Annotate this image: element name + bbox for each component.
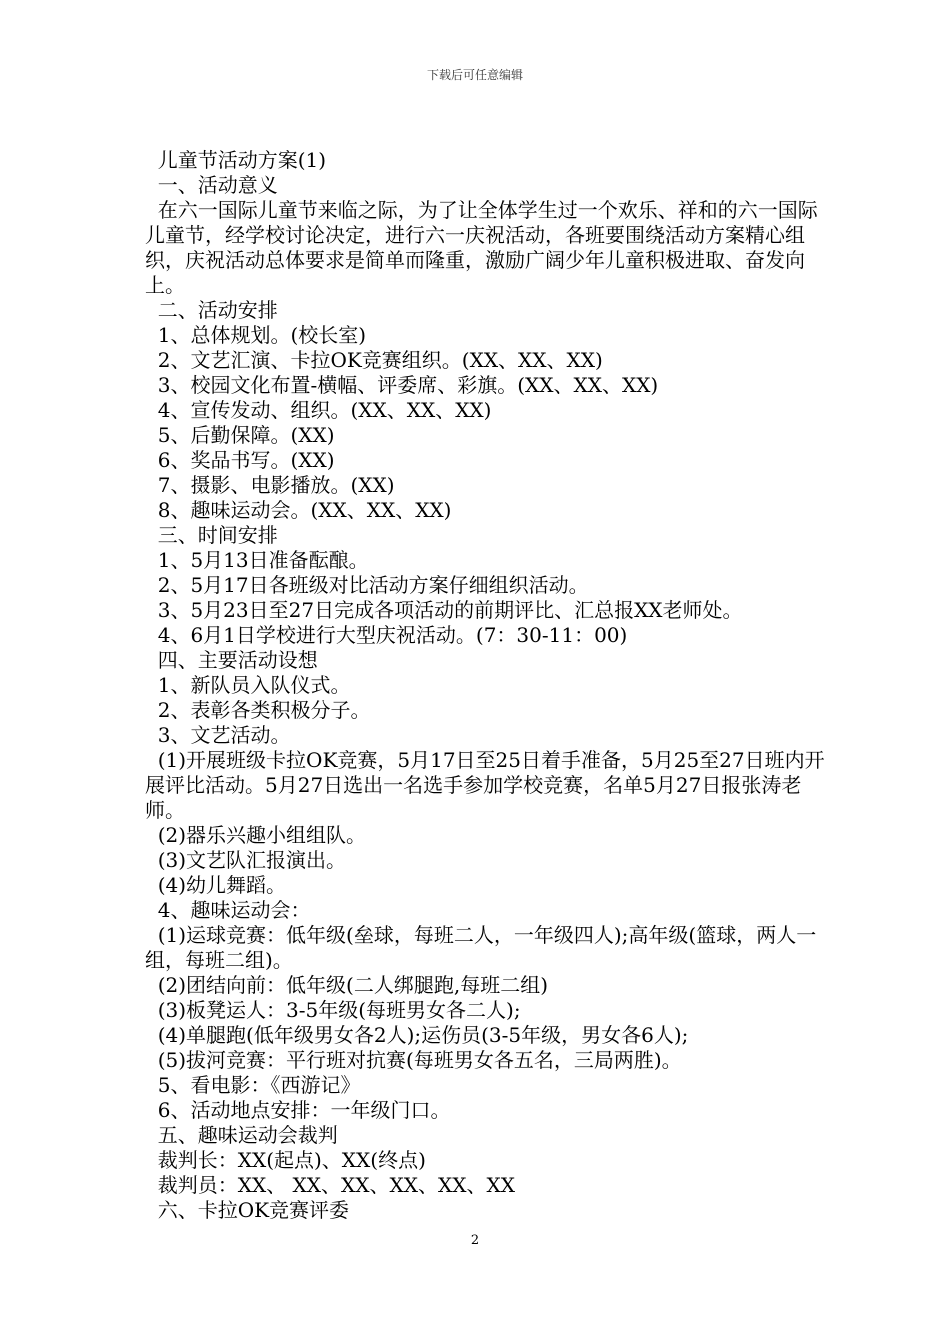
list-item: (4)单腿跑(低年级男女各2人);运伤员(3-5年级，男女各6人);: [145, 1023, 689, 1047]
list-item: 裁判长：XX(起点)、XX(终点): [145, 1148, 426, 1172]
list-item: 4、6月1日学校进行大型庆祝活动。(7：30-11：00): [145, 623, 628, 647]
list-item: 5、后勤保障。(XX): [145, 423, 335, 447]
list-item: (2)器乐兴趣小组组队。: [145, 823, 367, 847]
list-item: 5、看电影：《西游记》: [145, 1073, 361, 1097]
list-item: (4)幼儿舞蹈。: [145, 873, 287, 897]
list-item: 7、摄影、电影播放。(XX): [145, 473, 395, 497]
doc-title: 儿童节活动方案(1): [145, 148, 327, 172]
list-item: 3、校园文化布置-横幅、评委席、彩旗。(XX、XX、XX): [145, 373, 659, 397]
list-item: 3、5月23日至27日完成各项活动的前期评比、汇总报XX老师处。: [145, 598, 743, 622]
list-item: 2、文艺汇演、卡拉OK竞赛组织。(XX、XX、XX): [145, 348, 603, 372]
page-header-note: 下载后可任意编辑: [426, 68, 523, 82]
list-item: 4、趣味运动会：: [145, 898, 311, 922]
list-item: 4、宣传发动、组织。(XX、XX、XX): [145, 398, 492, 422]
list-item: (5)拔河竞赛：平行班对抗赛(每班男女各五名，三局两胜)。: [145, 1048, 682, 1072]
list-item: 1、5月13日准备酝酿。: [145, 548, 369, 572]
page-number: 2: [470, 1233, 480, 1248]
list-item: 裁判员：XX、 XX、XX、XX、XX、XX: [145, 1173, 515, 1197]
list-item: 6、奖品书写。(XX): [145, 448, 335, 472]
list-item: 3、文艺活动。: [145, 723, 291, 747]
list-item: 1、总体规划。(校长室): [145, 323, 367, 347]
list-item: 1、新队员入队仪式。: [145, 673, 351, 697]
list-item: 6、活动地点安排：一年级门口。: [145, 1098, 451, 1122]
section-heading: 四、主要活动设想: [145, 648, 318, 672]
paragraph: (1)开展班级卡拉OK竞赛，5月17日至25日着手准备，5月25至27日班内开展评比活动。5月27日选出一名选手参加学校竞赛，名单5月27日报张涛老师。: [145, 748, 825, 822]
list-item: (2)团结向前：低年级(二人绑腿跑,每班二组): [145, 973, 549, 997]
section-heading: 二、活动安排: [145, 298, 278, 322]
list-item: 8、趣味运动会。(XX、XX、XX): [145, 498, 452, 522]
list-item: 2、5月17日各班级对比活动方案仔细组织活动。: [145, 573, 589, 597]
section-heading: 一、活动意义: [145, 173, 278, 197]
list-item: 2、表彰各类积极分子。: [145, 698, 371, 722]
section-heading: 三、时间安排: [145, 523, 278, 547]
paragraph: (1)运球竞赛：低年级(垒球，每班二人，一年级四人);高年级(篮球，两人一组，每班二组)。: [145, 923, 817, 972]
list-item: (3)板凳运人：3-5年级(每班男女各二人);: [145, 998, 521, 1022]
paragraph: 在六一国际儿童节来临之际，为了让全体学生过一个欢乐、祥和的六一国际儿童节，经学校讨论决定，进行六一庆祝活动，各班要围绕活动方案精心组织，庆祝活动总体要求是简单而隆重，激励广阔少年儿童积极进取、奋发向上。: [145, 198, 818, 297]
section-heading: 五、趣味运动会裁判: [145, 1123, 338, 1147]
section-heading: 六、卡拉OK竞赛评委: [145, 1198, 350, 1222]
list-item: (3)文艺队汇报演出。: [145, 848, 347, 872]
document-body: [145, 148, 825, 1223]
